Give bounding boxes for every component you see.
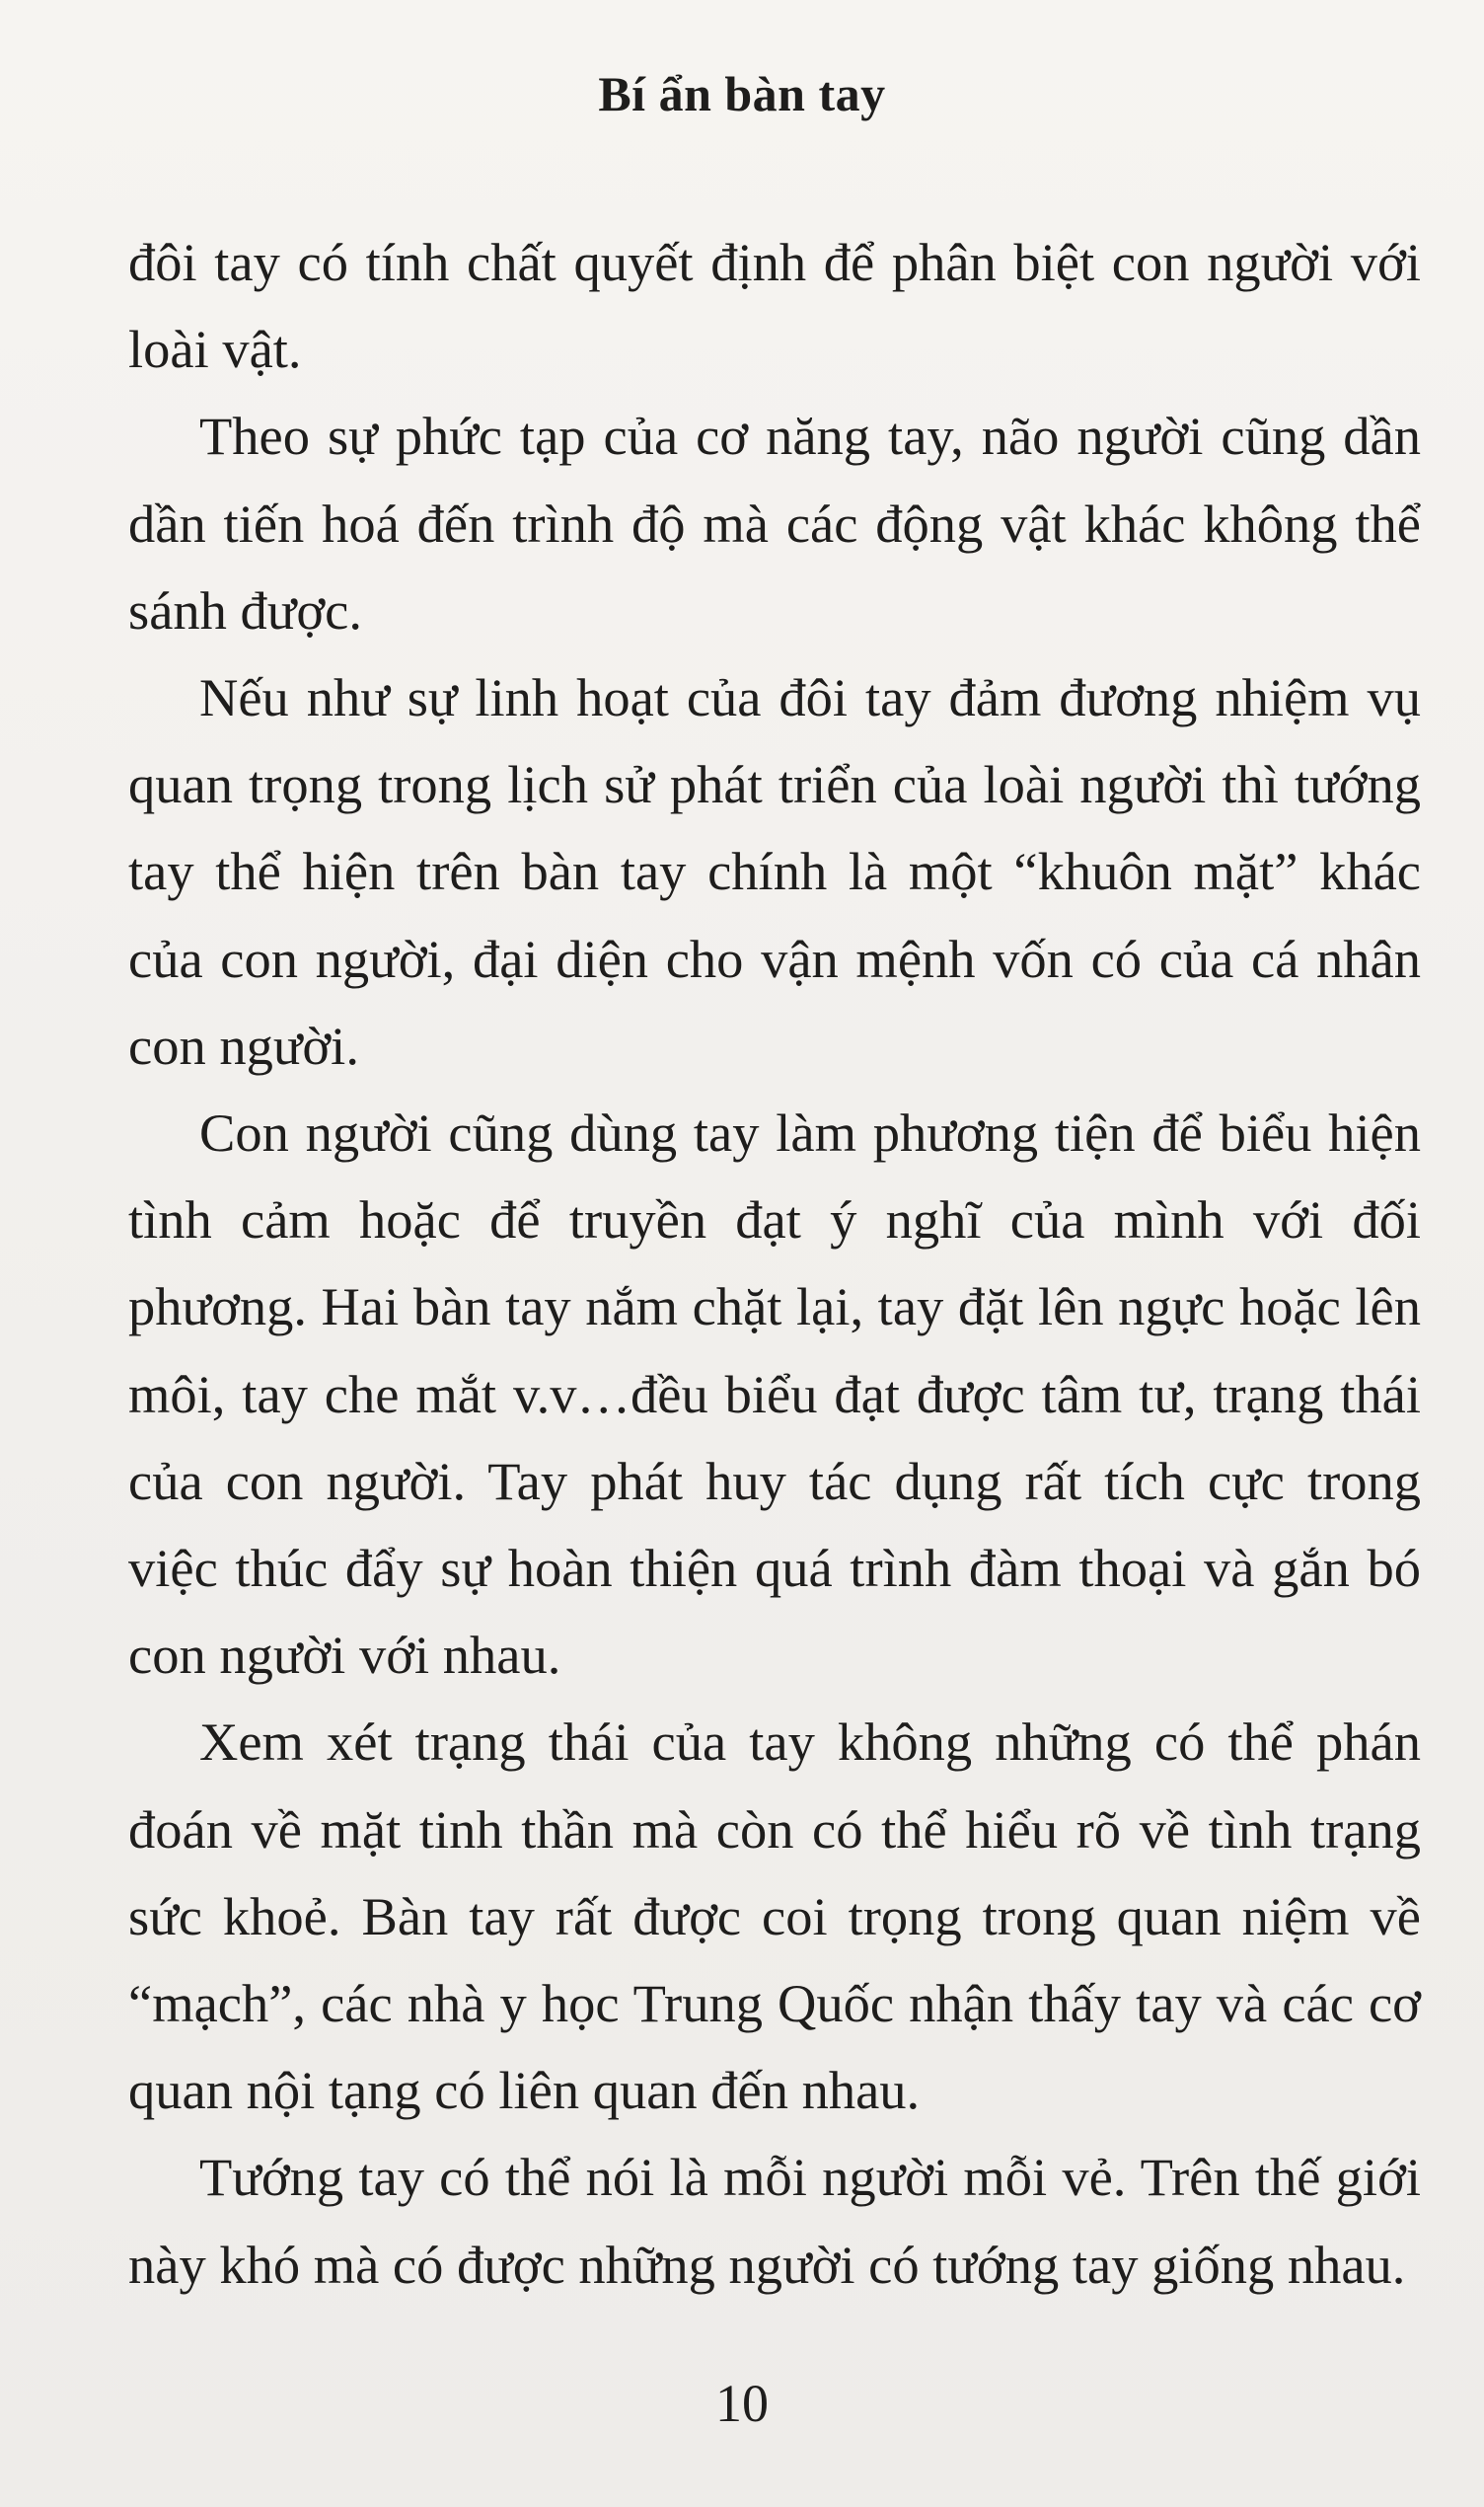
paragraph: Theo sự phức tạp của cơ năng tay, não người cũng dần dần tiến hoá đến trình độ mà các động vật khác không thể sánh được. bbox=[128, 406, 1421, 641]
paragraph: Nếu như sự linh hoạt của đôi tay đảm đương nhiệm vụ quan trọng trong lịch sử phát triển của loài người thì tướng tay thể hiện trên bàn tay chính là một “khuôn mặt” khác của con người, đại diện cho vận mệnh vốn có của cá nhân con người. bbox=[128, 667, 1421, 1076]
body-text bbox=[128, 219, 1421, 2309]
paragraph: Tướng tay có thể nói là mỗi người mỗi vẻ. Trên thế giới này khó mà có được những người có tướng tay giống nhau. bbox=[128, 2147, 1421, 2295]
paragraph-continuation: đôi tay có tính chất quyết định để phân biệt con người với loài vật. bbox=[128, 232, 1421, 380]
running-head-title: Bí ẩn bàn tay bbox=[598, 66, 886, 121]
paragraph: Con người cũng dùng tay làm phương tiện để biểu hiện tình cảm hoặc để truyền đạt ý nghĩ của mình với đối phương. Hai bàn tay nắm chặt lại, tay đặt lên ngực hoặc lên môi, tay che mắt v.v…đều biểu đạt được tâm tư, trạng thái của con người. Tay phát huy tác dụng rất tích cực trong việc thúc đẩy sự hoàn thiện quá trình đàm thoại và gắn bó con người với nhau. bbox=[128, 1102, 1421, 1686]
paragraph: Xem xét trạng thái của tay không những có thể phán đoán về mặt tinh thần mà còn có thể hiểu rõ về tình trạng sức khoẻ. Bàn tay rất được coi trọng trong quan niệm về “mạch”, các nhà y học Trung Quốc nhận thấy tay và các cơ quan nội tạng có liên quan đến nhau. bbox=[128, 1711, 1421, 2121]
page-number: 10 bbox=[715, 2374, 769, 2433]
